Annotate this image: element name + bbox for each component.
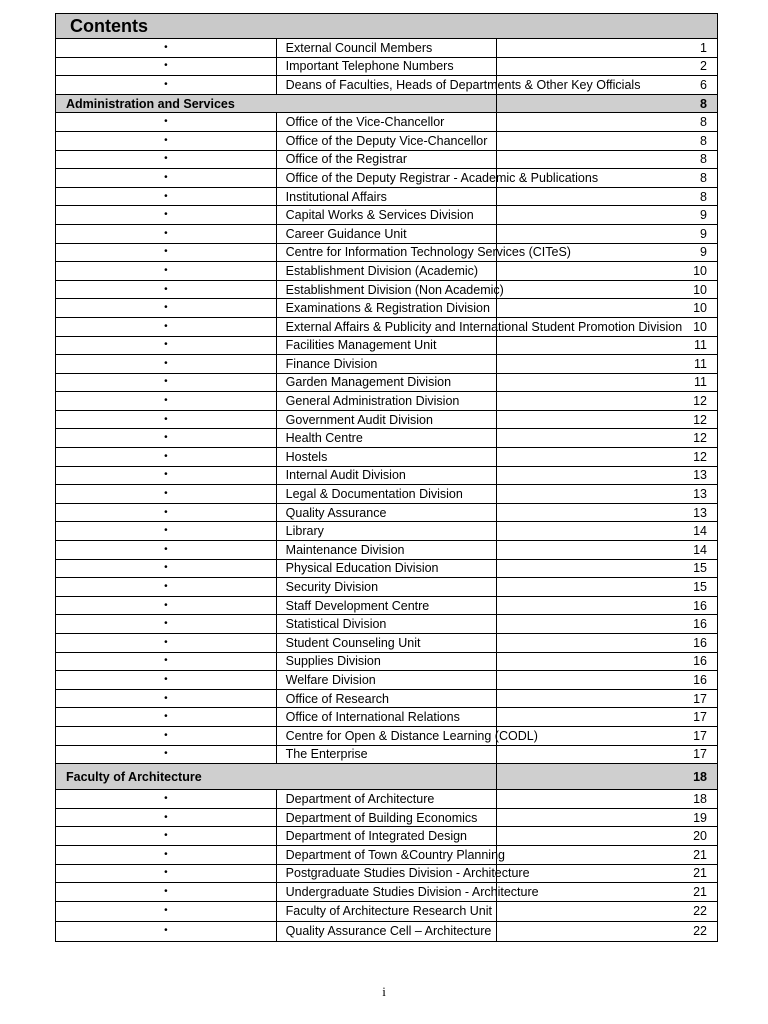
toc-section-label: Faculty of Architecture [56,764,497,790]
toc-entry-page: 6 [497,76,718,95]
toc-entry-page: 13 [497,503,718,522]
toc-entry-row [56,317,718,336]
toc-entry-page: 18 [497,790,718,809]
toc-entry-page: 13 [497,466,718,485]
bullet-icon: • [56,615,277,634]
bullet-icon: • [56,466,277,485]
bullet-icon: • [56,280,277,299]
bullet-icon: • [56,901,277,921]
toc-entry-label: Facilities Management Unit [276,336,497,355]
toc-entry-page: 22 [497,901,718,921]
toc-entry-row [56,224,718,243]
toc-entry-label: Undergraduate Studies Division - Architecture [276,883,497,902]
bullet-icon: • [56,485,277,504]
toc-entry-page: 19 [497,808,718,827]
toc-entry-row [56,392,718,411]
toc-entry-row [56,169,718,188]
toc-entry-page: 8 [497,169,718,188]
bullet-icon: • [56,392,277,411]
toc-entry-row [56,187,718,206]
bullet-icon: • [56,429,277,448]
toc-entry-label: Department of Building Economics [276,808,497,827]
toc-entry-label: Institutional Affairs [276,187,497,206]
toc-entry-page: 16 [497,652,718,671]
toc-entry-label: Library [276,522,497,541]
toc-entry-row [56,808,718,827]
toc-entry-page: 17 [497,689,718,708]
toc-entry-page: 21 [497,845,718,864]
bullet-icon: • [56,187,277,206]
toc-entry-label: Establishment Division (Non Academic) [276,280,497,299]
bullet-icon: • [56,845,277,864]
toc-entry-page: 16 [497,596,718,615]
toc-entry-label: Department of Town &Country Planning [276,845,497,864]
toc-entry-row [56,745,718,764]
toc-entry-label: Capital Works & Services Division [276,206,497,225]
toc-entry-label: Important Telephone Numbers [276,57,497,76]
bullet-icon: • [56,113,277,132]
bullet-icon: • [56,131,277,150]
bullet-icon: • [56,373,277,392]
toc-entry-label: Office of International Relations [276,708,497,727]
bullet-icon: • [56,596,277,615]
toc-entry-label: Office of Research [276,689,497,708]
toc-entry-row [56,726,718,745]
toc-entry-row [56,522,718,541]
toc-entry-row [56,827,718,846]
toc-entry-label: Hostels [276,448,497,467]
bullet-icon: • [56,262,277,281]
toc-entry-row [56,113,718,132]
bullet-icon: • [56,503,277,522]
toc-entry-page: 12 [497,448,718,467]
toc-entry-label: Department of Integrated Design [276,827,497,846]
toc-entry-page: 2 [497,57,718,76]
toc-entry-row [56,864,718,883]
toc-entry-label: Finance Division [276,355,497,374]
toc-entry-label: Faculty of Architecture Research Unit [276,901,497,921]
bullet-icon: • [56,169,277,188]
toc-entry-label: Deans of Faculties, Heads of Departments & Other Key Officials [276,76,497,95]
toc-entry-label: External Affairs & Publicity and International Student Promotion Division [276,317,497,336]
toc-entry-label: Office of the Vice-Chancellor [276,113,497,132]
toc-entry-row [56,634,718,653]
toc-entry-row [56,559,718,578]
toc-entry-label: Quality Assurance [276,503,497,522]
toc-entry-label: Health Centre [276,429,497,448]
bullet-icon: • [56,299,277,318]
bullet-icon: • [56,864,277,883]
toc-entry-label: Legal & Documentation Division [276,485,497,504]
toc-entry-row [56,485,718,504]
toc-entry-label: Physical Education Division [276,559,497,578]
toc-entry-row [56,578,718,597]
toc-entry-label: Centre for Information Technology Services (CITeS) [276,243,497,262]
toc-entry-label: General Administration Division [276,392,497,411]
bullet-icon: • [56,708,277,727]
toc-entry-row [56,410,718,429]
toc-entry-label: Career Guidance Unit [276,224,497,243]
toc-entry-page: 10 [497,280,718,299]
toc-entry-label: Office of the Registrar [276,150,497,169]
toc-entry-page: 8 [497,150,718,169]
bullet-icon: • [56,921,277,941]
bullet-icon: • [56,559,277,578]
toc-entry-row [56,596,718,615]
toc-entry-row [56,615,718,634]
toc-entry-page: 12 [497,410,718,429]
toc-entry-row [56,671,718,690]
bullet-icon: • [56,671,277,690]
toc-entry-label: Postgraduate Studies Division - Architecture [276,864,497,883]
toc-entry-row [56,541,718,560]
toc-entry-row [56,652,718,671]
toc-entry-label: Maintenance Division [276,541,497,560]
bullet-icon: • [56,745,277,764]
bullet-icon: • [56,790,277,809]
bullet-icon: • [56,410,277,429]
toc-entry-row [56,373,718,392]
toc-section-row [56,94,718,113]
toc-entry-label: Office of the Deputy Registrar - Academic & Publications [276,169,497,188]
toc-entry-page: 11 [497,373,718,392]
bullet-icon: • [56,541,277,560]
toc-entry-label: External Council Members [276,39,497,58]
toc-entry-page: 10 [497,317,718,336]
toc-entry-row [56,280,718,299]
toc-entry-row [56,39,718,58]
toc-entry-row [56,689,718,708]
toc-entry-row [56,921,718,941]
toc-entry-row [56,262,718,281]
toc-entry-page: 15 [497,578,718,597]
toc-entry-page: 10 [497,299,718,318]
toc-entry-row [56,466,718,485]
toc-entry-page: 8 [497,113,718,132]
toc-section-page: 18 [497,764,718,790]
toc-entry-page: 14 [497,522,718,541]
toc-entry-row [56,448,718,467]
toc-entry-row [56,901,718,921]
toc-entry-page: 9 [497,206,718,225]
toc-entry-row [56,131,718,150]
toc-entry-label: Supplies Division [276,652,497,671]
toc-entry-page: 17 [497,726,718,745]
toc-entry-page: 1 [497,39,718,58]
toc-entry-page: 8 [497,187,718,206]
toc-entry-page: 10 [497,262,718,281]
toc-entry-label: Welfare Division [276,671,497,690]
toc-entry-page: 17 [497,745,718,764]
toc-entry-row [56,76,718,95]
toc-entry-row [56,429,718,448]
toc-entry-row [56,503,718,522]
toc-entry-page: 11 [497,336,718,355]
toc-entry-page: 21 [497,883,718,902]
toc-section-page: 8 [497,94,718,113]
toc-entry-page: 13 [497,485,718,504]
toc-entry-page: 9 [497,224,718,243]
bullet-icon: • [56,150,277,169]
contents-table [55,13,718,942]
bullet-icon: • [56,317,277,336]
toc-entry-row [56,299,718,318]
toc-entry-row [56,790,718,809]
toc-entry-page: 8 [497,131,718,150]
toc-entry-row [56,57,718,76]
toc-entry-page: 16 [497,634,718,653]
bullet-icon: • [56,224,277,243]
toc-entry-label: Internal Audit Division [276,466,497,485]
bullet-icon: • [56,634,277,653]
toc-section-label: Administration and Services [56,94,497,113]
toc-entry-row [56,336,718,355]
bullet-icon: • [56,206,277,225]
toc-entry-page: 12 [497,429,718,448]
toc-entry-page: 22 [497,921,718,941]
bullet-icon: • [56,827,277,846]
bullet-icon: • [56,578,277,597]
toc-entry-row [56,355,718,374]
toc-entry-row [56,708,718,727]
toc-entry-label: Office of the Deputy Vice-Chancellor [276,131,497,150]
toc-entry-page: 20 [497,827,718,846]
toc-entry-page: 12 [497,392,718,411]
bullet-icon: • [56,243,277,262]
bullet-icon: • [56,355,277,374]
bullet-icon: • [56,726,277,745]
toc-entry-page: 11 [497,355,718,374]
toc-entry-row [56,150,718,169]
bullet-icon: • [56,76,277,95]
toc-entry-label: Quality Assurance Cell – Architecture [276,921,497,941]
bullet-icon: • [56,39,277,58]
toc-entry-label: Security Division [276,578,497,597]
bullet-icon: • [56,883,277,902]
toc-entry-row [56,845,718,864]
bullet-icon: • [56,808,277,827]
toc-entry-label: The Enterprise [276,745,497,764]
toc-entry-label: Centre for Open & Distance Learning (CODL) [276,726,497,745]
toc-entry-label: Garden Management Division [276,373,497,392]
contents-title-row [56,14,718,39]
bullet-icon: • [56,336,277,355]
toc-entry-page: 15 [497,559,718,578]
toc-entry-label: Establishment Division (Academic) [276,262,497,281]
contents-table-body [56,14,718,942]
toc-entry-row [56,206,718,225]
page-number: i [382,984,386,999]
bullet-icon: • [56,448,277,467]
toc-entry-page: 16 [497,615,718,634]
toc-entry-page: 21 [497,864,718,883]
bullet-icon: • [56,522,277,541]
bullet-icon: • [56,652,277,671]
toc-entry-label: Government Audit Division [276,410,497,429]
toc-entry-page: 17 [497,708,718,727]
bullet-icon: • [56,689,277,708]
toc-entry-page: 16 [497,671,718,690]
toc-entry-page: 14 [497,541,718,560]
toc-entry-label: Student Counseling Unit [276,634,497,653]
toc-entry-row [56,243,718,262]
toc-entry-label: Department of Architecture [276,790,497,809]
contents-title: Contents [56,14,718,39]
toc-entry-label: Staff Development Centre [276,596,497,615]
toc-entry-label: Examinations & Registration Division [276,299,497,318]
toc-entry-row [56,883,718,902]
toc-entry-page: 9 [497,243,718,262]
bullet-icon: • [56,57,277,76]
toc-section-row [56,764,718,790]
toc-entry-label: Statistical Division [276,615,497,634]
